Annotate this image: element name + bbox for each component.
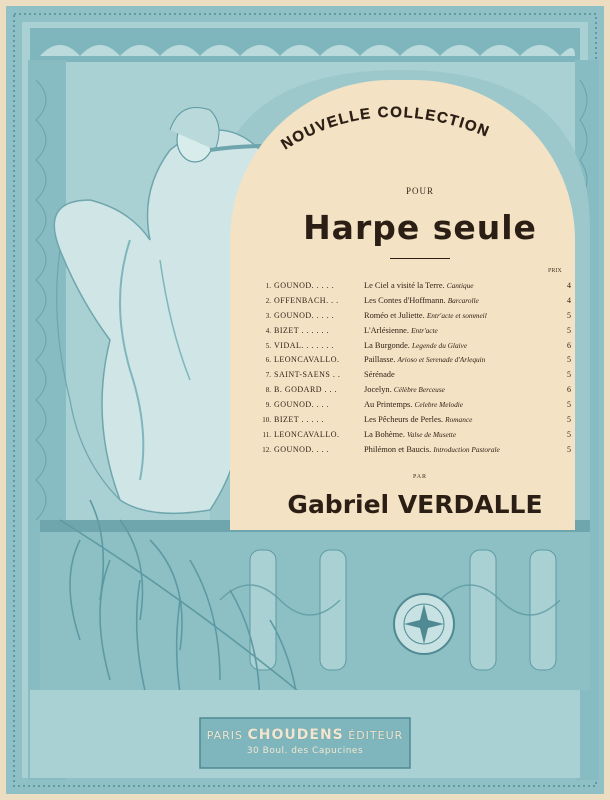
toc-price: 5 <box>567 325 571 335</box>
toc-work <box>364 326 564 335</box>
toc-work-title: Philémon et Baucis. <box>364 444 432 454</box>
toc-price: 6 <box>567 340 571 350</box>
toc-composer: GOUNOD. . . . <box>274 444 330 454</box>
page-title: Harpe seule <box>303 208 537 247</box>
toc-row <box>255 445 575 460</box>
toc-work <box>364 385 564 394</box>
toc-row <box>255 415 575 430</box>
publisher-house: CHOUDENS <box>247 727 344 743</box>
toc-price: 5 <box>567 370 571 380</box>
toc-composer: GOUNOD. . . . <box>274 400 330 410</box>
toc-work-title: L'Arlésienne. <box>364 325 409 335</box>
toc-work-title: Jocelyn. <box>364 385 392 395</box>
toc-price: 4 <box>567 281 571 290</box>
toc-work-subtitle: Valse de Musette <box>407 429 457 439</box>
publisher-address: 30 Boul. des Capucines <box>246 746 364 756</box>
toc-number: 4. <box>265 326 271 335</box>
toc-work <box>364 281 564 290</box>
toc-work <box>364 370 564 379</box>
toc-composer: BIZET . . . . . . <box>274 325 330 335</box>
toc-work <box>364 400 564 409</box>
toc-work-subtitle: Barcarolle <box>447 295 479 305</box>
svg-text:NOUVELLE COLLECTION <box>278 104 492 153</box>
toc-row <box>255 281 575 296</box>
toc-work-subtitle: Legende du Glaive <box>412 340 468 350</box>
toc-row <box>255 311 575 326</box>
toc-number: 1. <box>265 282 271 290</box>
toc-number: 12. <box>262 445 271 454</box>
toc-composer: B. GODARD . . . <box>274 385 338 395</box>
toc-composer: VIDAL. . . . . . . <box>274 340 334 350</box>
toc-price: 5 <box>567 310 571 320</box>
toc-row <box>255 355 575 370</box>
pour-label: POUR <box>405 186 434 196</box>
price-column-label: PRIX <box>548 268 562 274</box>
publisher-role: ÉDITEUR <box>348 729 404 742</box>
toc-composer: GOUNOD. . . . . <box>274 281 335 290</box>
toc-work <box>364 415 564 424</box>
toc-row <box>255 385 575 400</box>
toc-work-title: Les Contes d'Hoffmann. <box>364 295 446 305</box>
collection-arc-title <box>255 80 575 190</box>
toc-work-subtitle: Cantique <box>446 281 474 290</box>
collection-label: NOUVELLE COLLECTION <box>278 103 493 154</box>
toc-work-subtitle: Celebre Melodie <box>414 400 464 410</box>
toc-price: 5 <box>567 429 571 439</box>
publisher-city: PARIS <box>206 729 244 742</box>
toc-row <box>255 341 575 356</box>
toc-number: 5. <box>265 341 271 350</box>
toc-composer: GOUNOD. . . . . <box>274 310 335 320</box>
toc-work-title: Le Ciel a visité la Terre. <box>364 281 445 290</box>
toc-work <box>364 355 564 364</box>
table-of-contents <box>255 281 575 460</box>
toc-work <box>364 311 564 320</box>
toc-number: 9. <box>265 401 271 410</box>
toc-work-title: Au Printemps. <box>364 400 413 410</box>
toc-row <box>255 400 575 415</box>
toc-number: 2. <box>265 296 271 305</box>
toc-price: 4 <box>567 295 571 305</box>
toc-work-subtitle: Célèbre Berceuse <box>393 385 445 395</box>
toc-work-title: Paillasse. <box>364 355 396 365</box>
toc-work-subtitle: Entr'acte et sommeil <box>426 310 487 320</box>
toc-number: 3. <box>265 311 271 320</box>
toc-price: 5 <box>567 355 571 365</box>
toc-number: 11. <box>262 430 271 439</box>
toc-work-subtitle: Entr'acte <box>411 325 438 335</box>
toc-work-subtitle: Arioso et Serenade d'Arlequin <box>397 355 486 365</box>
toc-composer: BIZET . . . . . <box>274 415 325 425</box>
toc-price: 6 <box>567 385 571 395</box>
toc-work-title: Sérénade <box>364 370 395 380</box>
title-divider <box>390 258 450 259</box>
toc-work <box>364 296 564 305</box>
toc-work <box>364 430 564 439</box>
toc-work-title: Les Pêcheurs de Perles. <box>364 415 444 425</box>
toc-number: 7. <box>265 371 271 380</box>
toc-price: 5 <box>567 415 571 425</box>
toc-work-title: La Bohème. <box>364 429 405 439</box>
toc-row <box>255 370 575 385</box>
toc-row <box>255 326 575 341</box>
toc-work <box>364 445 564 454</box>
publisher-plaque <box>200 718 410 768</box>
toc-composer: OFFENBACH. . . <box>274 295 339 305</box>
toc-price: 5 <box>567 400 571 410</box>
toc-work <box>364 341 564 350</box>
toc-composer: SAINT-SAENS . . <box>274 370 341 380</box>
toc-number: 10. <box>262 416 271 425</box>
toc-work-title: La Burgonde. <box>364 340 410 350</box>
publisher-name <box>200 727 410 743</box>
par-label: PAR <box>412 474 428 480</box>
toc-number: 6. <box>265 356 271 365</box>
author-name: Gabriel VERDALLE <box>287 490 543 519</box>
toc-number: 8. <box>265 386 271 395</box>
toc-price: 5 <box>567 444 571 454</box>
toc-composer: LEONCAVALLO. <box>274 429 340 439</box>
toc-work-title: Roméo et Juliette. <box>364 310 425 320</box>
toc-work-subtitle: Introduction Pastorale <box>433 444 500 454</box>
toc-work-subtitle: Romance <box>445 415 473 425</box>
toc-row <box>255 296 575 311</box>
toc-composer: LEONCAVALLO. <box>274 355 340 365</box>
toc-row <box>255 430 575 445</box>
